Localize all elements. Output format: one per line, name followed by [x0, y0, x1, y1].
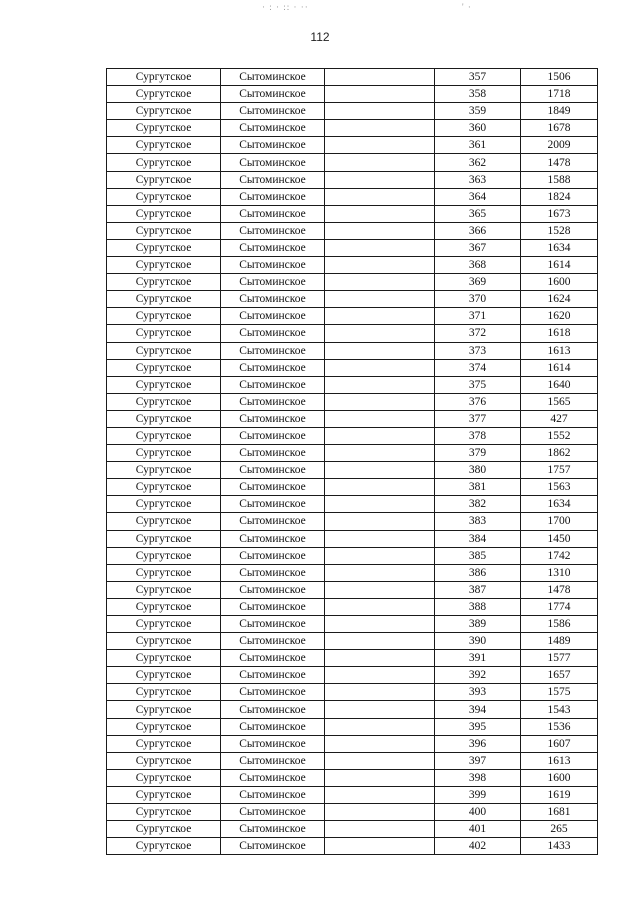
field-name-cell: Сургутское — [107, 462, 221, 479]
table-row — [107, 769, 598, 786]
well-number-cell: 367 — [435, 239, 521, 256]
field-name-cell: Сургутское — [107, 718, 221, 735]
field-name-cell: Сургутское — [107, 616, 221, 633]
field-name-cell: Сургутское — [107, 69, 221, 86]
blank-cell — [325, 633, 435, 650]
data-table — [106, 68, 598, 855]
blank-cell — [325, 752, 435, 769]
value-cell: 1588 — [521, 171, 598, 188]
field-name-cell: Сургутское — [107, 667, 221, 684]
value-cell: 1774 — [521, 598, 598, 615]
value-cell: 1613 — [521, 752, 598, 769]
table-row — [107, 410, 598, 427]
well-number-cell: 399 — [435, 786, 521, 803]
value-cell: 1506 — [521, 69, 598, 86]
area-name-cell: Сытоминское — [221, 684, 325, 701]
area-name-cell: Сытоминское — [221, 496, 325, 513]
well-number-cell: 392 — [435, 667, 521, 684]
field-name-cell: Сургутское — [107, 598, 221, 615]
well-number-cell: 368 — [435, 257, 521, 274]
table-row — [107, 581, 598, 598]
value-cell: 1563 — [521, 479, 598, 496]
field-name-cell: Сургутское — [107, 445, 221, 462]
well-number-cell: 396 — [435, 735, 521, 752]
well-number-cell: 401 — [435, 821, 521, 838]
well-number-cell: 379 — [435, 445, 521, 462]
value-cell: 1742 — [521, 547, 598, 564]
well-number-cell: 400 — [435, 804, 521, 821]
value-cell: 1536 — [521, 718, 598, 735]
well-number-cell: 393 — [435, 684, 521, 701]
well-number-cell: 384 — [435, 530, 521, 547]
value-cell: 1552 — [521, 427, 598, 444]
table-row — [107, 718, 598, 735]
blank-cell — [325, 393, 435, 410]
blank-cell — [325, 342, 435, 359]
value-cell: 1681 — [521, 804, 598, 821]
field-name-cell: Сургутское — [107, 684, 221, 701]
value-cell: 1607 — [521, 735, 598, 752]
table-row — [107, 513, 598, 530]
blank-cell — [325, 530, 435, 547]
value-cell: 2009 — [521, 137, 598, 154]
area-name-cell: Сытоминское — [221, 393, 325, 410]
area-name-cell: Сытоминское — [221, 120, 325, 137]
page-number: 112 — [310, 30, 330, 44]
field-name-cell: Сургутское — [107, 496, 221, 513]
table-row — [107, 684, 598, 701]
area-name-cell: Сытоминское — [221, 718, 325, 735]
area-name-cell: Сытоминское — [221, 376, 325, 393]
area-name-cell: Сытоминское — [221, 462, 325, 479]
blank-cell — [325, 581, 435, 598]
blank-cell — [325, 120, 435, 137]
blank-cell — [325, 171, 435, 188]
table-row — [107, 359, 598, 376]
area-name-cell: Сытоминское — [221, 410, 325, 427]
well-number-cell: 357 — [435, 69, 521, 86]
table-row — [107, 667, 598, 684]
value-cell: 1678 — [521, 120, 598, 137]
field-name-cell: Сургутское — [107, 804, 221, 821]
area-name-cell: Сытоминское — [221, 137, 325, 154]
blank-cell — [325, 547, 435, 564]
area-name-cell: Сытоминское — [221, 667, 325, 684]
well-number-cell: 394 — [435, 701, 521, 718]
field-name-cell: Сургутское — [107, 154, 221, 171]
well-number-cell: 361 — [435, 137, 521, 154]
well-number-cell: 370 — [435, 291, 521, 308]
area-name-cell: Сытоминское — [221, 513, 325, 530]
table-row — [107, 616, 598, 633]
well-number-cell: 389 — [435, 616, 521, 633]
field-name-cell: Сургутское — [107, 513, 221, 530]
field-name-cell: Сургутское — [107, 769, 221, 786]
area-name-cell: Сытоминское — [221, 308, 325, 325]
table-row — [107, 633, 598, 650]
field-name-cell: Сургутское — [107, 342, 221, 359]
well-number-cell: 376 — [435, 393, 521, 410]
table-row — [107, 804, 598, 821]
field-name-cell: Сургутское — [107, 291, 221, 308]
value-cell: 1614 — [521, 257, 598, 274]
field-name-cell: Сургутское — [107, 752, 221, 769]
table-row — [107, 547, 598, 564]
table-row — [107, 239, 598, 256]
table-row — [107, 752, 598, 769]
well-number-cell: 360 — [435, 120, 521, 137]
blank-cell — [325, 376, 435, 393]
value-cell: 1849 — [521, 103, 598, 120]
area-name-cell: Сытоминское — [221, 154, 325, 171]
value-cell: 1614 — [521, 359, 598, 376]
field-name-cell: Сургутское — [107, 171, 221, 188]
area-name-cell: Сытоминское — [221, 769, 325, 786]
field-name-cell: Сургутское — [107, 479, 221, 496]
value-cell: 1700 — [521, 513, 598, 530]
table-row — [107, 205, 598, 222]
table-row — [107, 786, 598, 803]
table-row — [107, 564, 598, 581]
well-number-cell: 358 — [435, 86, 521, 103]
value-cell: 1575 — [521, 684, 598, 701]
well-number-cell: 397 — [435, 752, 521, 769]
blank-cell — [325, 616, 435, 633]
value-cell: 1433 — [521, 838, 598, 855]
blank-cell — [325, 496, 435, 513]
well-number-cell: 364 — [435, 188, 521, 205]
well-number-cell: 362 — [435, 154, 521, 171]
value-cell: 1657 — [521, 667, 598, 684]
area-name-cell: Сытоминское — [221, 222, 325, 239]
area-name-cell: Сытоминское — [221, 804, 325, 821]
area-name-cell: Сытоминское — [221, 633, 325, 650]
well-number-cell: 386 — [435, 564, 521, 581]
table-row — [107, 103, 598, 120]
table-row — [107, 257, 598, 274]
value-cell: 1478 — [521, 581, 598, 598]
value-cell: 1489 — [521, 633, 598, 650]
blank-cell — [325, 479, 435, 496]
blank-cell — [325, 650, 435, 667]
blank-cell — [325, 804, 435, 821]
field-name-cell: Сургутское — [107, 427, 221, 444]
value-cell: 1600 — [521, 769, 598, 786]
field-name-cell: Сургутское — [107, 376, 221, 393]
scan-artifact: · : · :: · ·· — [262, 2, 309, 12]
well-number-cell: 369 — [435, 274, 521, 291]
blank-cell — [325, 137, 435, 154]
field-name-cell: Сургутское — [107, 393, 221, 410]
well-number-cell: 365 — [435, 205, 521, 222]
field-name-cell: Сургутское — [107, 581, 221, 598]
value-cell: 1577 — [521, 650, 598, 667]
area-name-cell: Сытоминское — [221, 530, 325, 547]
value-cell: 1586 — [521, 616, 598, 633]
table-row — [107, 154, 598, 171]
table-row — [107, 222, 598, 239]
well-number-cell: 385 — [435, 547, 521, 564]
table-row — [107, 291, 598, 308]
area-name-cell: Сытоминское — [221, 171, 325, 188]
area-name-cell: Сытоминское — [221, 701, 325, 718]
field-name-cell: Сургутское — [107, 325, 221, 342]
blank-cell — [325, 769, 435, 786]
area-name-cell: Сытоминское — [221, 69, 325, 86]
well-number-cell: 374 — [435, 359, 521, 376]
field-name-cell: Сургутское — [107, 205, 221, 222]
table-row — [107, 445, 598, 462]
table-row — [107, 171, 598, 188]
field-name-cell: Сургутское — [107, 222, 221, 239]
area-name-cell: Сытоминское — [221, 581, 325, 598]
blank-cell — [325, 598, 435, 615]
blank-cell — [325, 427, 435, 444]
value-cell: 1618 — [521, 325, 598, 342]
value-cell: 1528 — [521, 222, 598, 239]
field-name-cell: Сургутское — [107, 735, 221, 752]
value-cell: 1600 — [521, 274, 598, 291]
well-number-cell: 398 — [435, 769, 521, 786]
field-name-cell: Сургутское — [107, 308, 221, 325]
well-number-cell: 366 — [435, 222, 521, 239]
value-cell: 1862 — [521, 445, 598, 462]
area-name-cell: Сытоминское — [221, 547, 325, 564]
blank-cell — [325, 735, 435, 752]
area-name-cell: Сытоминское — [221, 274, 325, 291]
field-name-cell: Сургутское — [107, 188, 221, 205]
field-name-cell: Сургутское — [107, 86, 221, 103]
table-row — [107, 376, 598, 393]
table-row — [107, 701, 598, 718]
table-row — [107, 427, 598, 444]
well-number-cell: 378 — [435, 427, 521, 444]
table-row — [107, 650, 598, 667]
field-name-cell: Сургутское — [107, 137, 221, 154]
table-row — [107, 838, 598, 855]
area-name-cell: Сытоминское — [221, 86, 325, 103]
table-row — [107, 821, 598, 838]
value-cell: 1543 — [521, 701, 598, 718]
value-cell: 1310 — [521, 564, 598, 581]
blank-cell — [325, 291, 435, 308]
blank-cell — [325, 325, 435, 342]
table-row — [107, 735, 598, 752]
area-name-cell: Сытоминское — [221, 821, 325, 838]
blank-cell — [325, 205, 435, 222]
blank-cell — [325, 564, 435, 581]
field-name-cell: Сургутское — [107, 257, 221, 274]
field-name-cell: Сургутское — [107, 274, 221, 291]
table-row — [107, 69, 598, 86]
value-cell: 1824 — [521, 188, 598, 205]
well-number-cell: 402 — [435, 838, 521, 855]
table-row — [107, 598, 598, 615]
table-row — [107, 393, 598, 410]
blank-cell — [325, 239, 435, 256]
blank-cell — [325, 513, 435, 530]
area-name-cell: Сытоминское — [221, 786, 325, 803]
table-row — [107, 274, 598, 291]
blank-cell — [325, 445, 435, 462]
blank-cell — [325, 274, 435, 291]
blank-cell — [325, 308, 435, 325]
well-number-cell: 390 — [435, 633, 521, 650]
blank-cell — [325, 701, 435, 718]
area-name-cell: Сытоминское — [221, 325, 325, 342]
table-row — [107, 462, 598, 479]
blank-cell — [325, 838, 435, 855]
area-name-cell: Сытоминское — [221, 445, 325, 462]
field-name-cell: Сургутское — [107, 239, 221, 256]
area-name-cell: Сытоминское — [221, 598, 325, 615]
well-number-cell: 371 — [435, 308, 521, 325]
blank-cell — [325, 359, 435, 376]
table-row — [107, 530, 598, 547]
blank-cell — [325, 718, 435, 735]
table-row — [107, 188, 598, 205]
field-name-cell: Сургутское — [107, 701, 221, 718]
field-name-cell: Сургутское — [107, 120, 221, 137]
well-number-cell: 387 — [435, 581, 521, 598]
table-body — [107, 69, 598, 855]
field-name-cell: Сургутское — [107, 821, 221, 838]
well-number-cell: 363 — [435, 171, 521, 188]
blank-cell — [325, 103, 435, 120]
table-row — [107, 137, 598, 154]
value-cell: 1757 — [521, 462, 598, 479]
scan-artifact: ' · — [462, 2, 472, 12]
value-cell: 1640 — [521, 376, 598, 393]
well-number-cell: 395 — [435, 718, 521, 735]
field-name-cell: Сургутское — [107, 530, 221, 547]
field-name-cell: Сургутское — [107, 564, 221, 581]
blank-cell — [325, 821, 435, 838]
blank-cell — [325, 462, 435, 479]
field-name-cell: Сургутское — [107, 633, 221, 650]
value-cell: 1619 — [521, 786, 598, 803]
blank-cell — [325, 786, 435, 803]
area-name-cell: Сытоминское — [221, 564, 325, 581]
value-cell: 1634 — [521, 239, 598, 256]
area-name-cell: Сытоминское — [221, 291, 325, 308]
blank-cell — [325, 257, 435, 274]
table-row — [107, 120, 598, 137]
area-name-cell: Сытоминское — [221, 735, 325, 752]
blank-cell — [325, 667, 435, 684]
well-number-cell: 391 — [435, 650, 521, 667]
field-name-cell: Сургутское — [107, 410, 221, 427]
area-name-cell: Сытоминское — [221, 479, 325, 496]
field-name-cell: Сургутское — [107, 838, 221, 855]
area-name-cell: Сытоминское — [221, 838, 325, 855]
blank-cell — [325, 154, 435, 171]
area-name-cell: Сытоминское — [221, 188, 325, 205]
table-row — [107, 325, 598, 342]
table-row — [107, 308, 598, 325]
value-cell: 1620 — [521, 308, 598, 325]
well-number-cell: 372 — [435, 325, 521, 342]
value-cell: 1673 — [521, 205, 598, 222]
well-number-cell: 359 — [435, 103, 521, 120]
field-name-cell: Сургутское — [107, 650, 221, 667]
area-name-cell: Сытоминское — [221, 257, 325, 274]
value-cell: 265 — [521, 821, 598, 838]
value-cell: 1450 — [521, 530, 598, 547]
blank-cell — [325, 86, 435, 103]
well-number-cell: 377 — [435, 410, 521, 427]
table-row — [107, 479, 598, 496]
well-number-cell: 375 — [435, 376, 521, 393]
value-cell: 1565 — [521, 393, 598, 410]
well-number-cell: 382 — [435, 496, 521, 513]
value-cell: 1478 — [521, 154, 598, 171]
area-name-cell: Сытоминское — [221, 616, 325, 633]
table-row — [107, 342, 598, 359]
well-number-cell: 373 — [435, 342, 521, 359]
area-name-cell: Сытоминское — [221, 239, 325, 256]
well-number-cell: 381 — [435, 479, 521, 496]
value-cell: 427 — [521, 410, 598, 427]
area-name-cell: Сытоминское — [221, 752, 325, 769]
value-cell: 1634 — [521, 496, 598, 513]
field-name-cell: Сургутское — [107, 547, 221, 564]
table-row — [107, 86, 598, 103]
table-row — [107, 496, 598, 513]
blank-cell — [325, 684, 435, 701]
field-name-cell: Сургутское — [107, 103, 221, 120]
well-number-cell: 383 — [435, 513, 521, 530]
area-name-cell: Сытоминское — [221, 205, 325, 222]
area-name-cell: Сытоминское — [221, 342, 325, 359]
blank-cell — [325, 410, 435, 427]
value-cell: 1624 — [521, 291, 598, 308]
blank-cell — [325, 222, 435, 239]
area-name-cell: Сытоминское — [221, 427, 325, 444]
field-name-cell: Сургутское — [107, 359, 221, 376]
well-number-cell: 388 — [435, 598, 521, 615]
value-cell: 1718 — [521, 86, 598, 103]
well-number-cell: 380 — [435, 462, 521, 479]
area-name-cell: Сытоминское — [221, 359, 325, 376]
field-name-cell: Сургутское — [107, 786, 221, 803]
area-name-cell: Сытоминское — [221, 103, 325, 120]
blank-cell — [325, 69, 435, 86]
blank-cell — [325, 188, 435, 205]
area-name-cell: Сытоминское — [221, 650, 325, 667]
value-cell: 1613 — [521, 342, 598, 359]
